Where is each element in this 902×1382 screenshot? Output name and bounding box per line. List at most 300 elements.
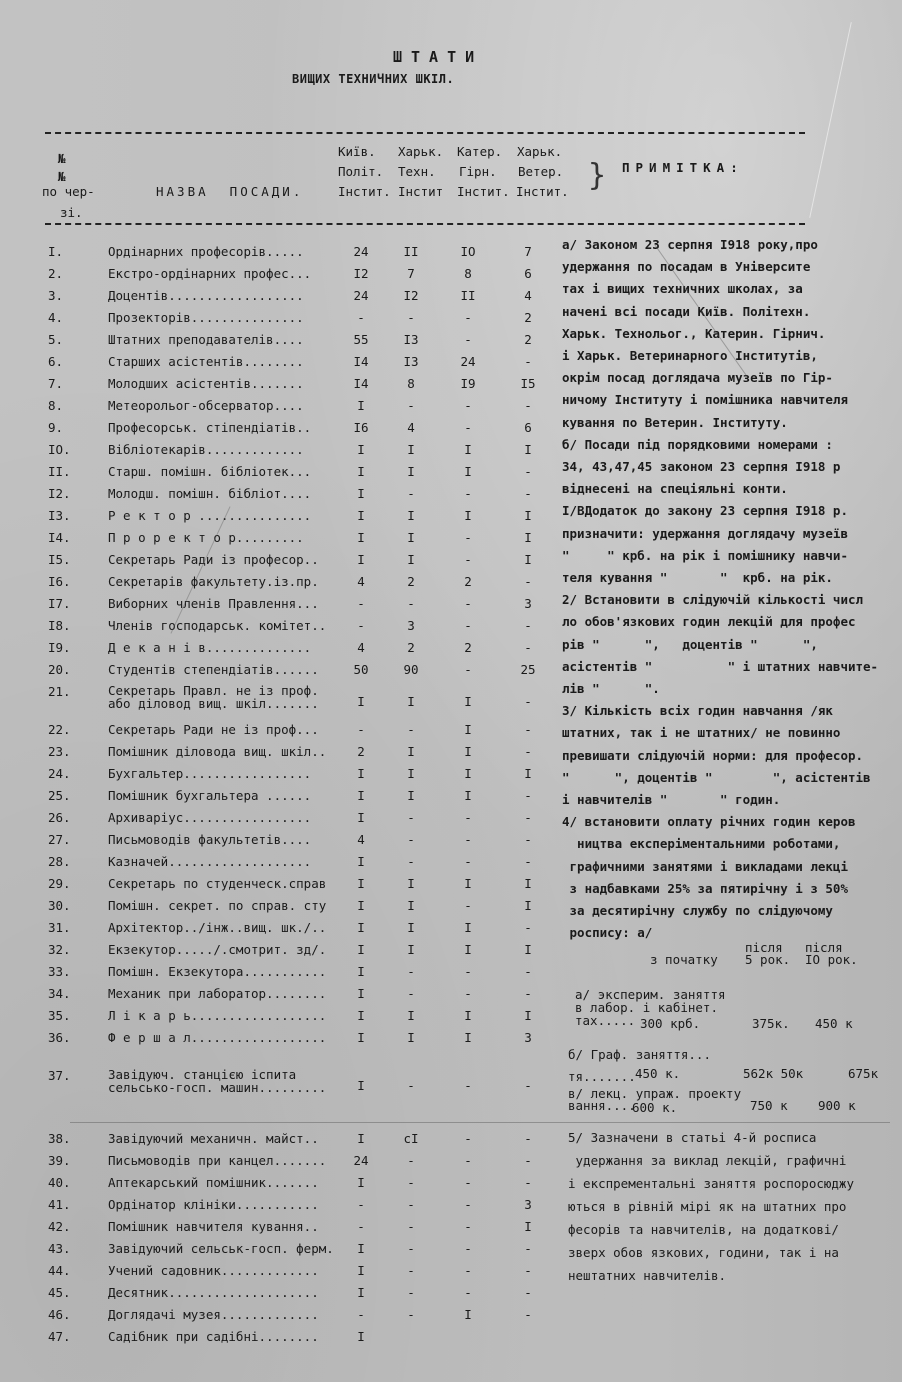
note-line: Харьк. Технольог., Катерин. Гірнич. xyxy=(562,325,826,341)
note-line: б/ Посади під порядковими номерами : xyxy=(562,436,833,452)
cell-katerin-mining: - xyxy=(464,398,472,413)
note-line: і навчителів " " годин. xyxy=(562,792,781,808)
row-number: 9. xyxy=(48,420,64,435)
cell-kyiv-polytech: I4 xyxy=(353,376,369,391)
cell-kharkiv-vet: 2 xyxy=(524,310,532,325)
header-bottom-rule xyxy=(45,223,805,225)
cell-kharkiv-tech: - xyxy=(407,1285,415,1300)
cell-kharkiv-vet: - xyxy=(524,1078,532,1093)
cell-katerin-mining: I xyxy=(464,920,472,935)
row-number: I4. xyxy=(48,530,71,545)
cell-kharkiv-tech: - xyxy=(407,810,415,825)
cell-kharkiv-tech: 3 xyxy=(407,618,415,633)
header-col-kharkiv-tech-line1: Харьк. xyxy=(398,144,444,159)
section-divider xyxy=(70,1122,890,1123)
cell-kyiv-polytech: I xyxy=(357,694,365,709)
pay-value: 600 к. xyxy=(632,1100,678,1115)
cell-kharkiv-tech: I xyxy=(407,942,415,957)
cell-katerin-mining: 8 xyxy=(464,266,472,281)
row-number: 35. xyxy=(48,1008,71,1023)
cell-kharkiv-tech: - xyxy=(407,596,415,611)
row-position-name: Екстро-ордінарних профес... xyxy=(108,266,312,281)
cell-kyiv-polytech: I xyxy=(357,964,365,979)
cell-kharkiv-vet: I xyxy=(524,508,532,523)
row-position-name: Помішник навчителя кування.. xyxy=(108,1219,319,1234)
row-number: 26. xyxy=(48,810,71,825)
cell-katerin-mining: I xyxy=(464,1307,472,1322)
cell-katerin-mining: - xyxy=(464,1263,472,1278)
cell-kharkiv-vet: I xyxy=(524,1008,532,1023)
row-position-name: П р о р е к т о р......... xyxy=(108,530,304,545)
pay-value: 450 к. xyxy=(635,1066,681,1081)
row-number: 21. xyxy=(48,684,71,699)
note-line: " ", доцентів " ", асістентів xyxy=(562,769,871,785)
note-line: штатних, так і не штатних/ не повинно xyxy=(562,725,841,741)
cell-kharkiv-vet: - xyxy=(524,920,532,935)
cell-katerin-mining: I xyxy=(464,508,472,523)
pay-value: 300 крб. xyxy=(640,1016,701,1031)
header-number-label: по чер- xyxy=(42,184,95,199)
row-number: 8. xyxy=(48,398,64,413)
header-col-katerin-line2: Гірн. xyxy=(459,164,497,179)
cell-kharkiv-vet: - xyxy=(524,464,532,479)
note-line: превишати слідуючій норми: для професор. xyxy=(562,747,864,763)
row-position-name: Секретарь Правл. не із проф. або діловод вищ. шкіл....... xyxy=(108,684,319,710)
cell-kyiv-polytech: I xyxy=(357,1078,365,1093)
cell-kharkiv-tech: - xyxy=(407,1241,415,1256)
cell-katerin-mining: - xyxy=(464,310,472,325)
cell-kharkiv-vet: - xyxy=(524,486,532,501)
row-number: 5. xyxy=(48,332,64,347)
cell-katerin-mining: - xyxy=(464,1131,472,1146)
notes-block-main xyxy=(562,234,902,945)
cell-kharkiv-tech: cI xyxy=(403,1131,419,1146)
cell-kharkiv-tech: - xyxy=(407,1263,415,1278)
row-position-name: Секретарь Ради не із проф... xyxy=(108,722,319,737)
row-position-name: Завідуючий механичн. майст.. xyxy=(108,1131,319,1146)
cell-kharkiv-vet: 3 xyxy=(524,596,532,611)
cell-kharkiv-tech: 2 xyxy=(407,574,415,589)
table-row xyxy=(0,986,902,1008)
cell-kharkiv-vet: 3 xyxy=(524,1197,532,1212)
cell-kharkiv-tech: - xyxy=(407,398,415,413)
header-col-kharkiv-vet-line3: Інстит. xyxy=(516,184,569,199)
cell-kharkiv-vet: I xyxy=(524,766,532,781)
header-col-kyiv-line3: Інстит. xyxy=(338,184,391,199)
table-row xyxy=(0,1285,902,1307)
row-number: 27. xyxy=(48,832,71,847)
header-col-kyiv-line2: Політ. xyxy=(338,164,384,179)
row-number: 38. xyxy=(48,1131,71,1146)
cell-kharkiv-vet: I xyxy=(524,1219,532,1234)
cell-katerin-mining: IO xyxy=(460,244,476,259)
cell-kharkiv-vet: I xyxy=(524,942,532,957)
row-position-name: Завідуючий сельськ-госп. ферм. xyxy=(108,1241,334,1256)
note-line: 4/ встановити оплату річних годин керов xyxy=(562,814,856,830)
header-position-label: НАЗВА ПОСАДИ. xyxy=(156,184,304,199)
cell-kharkiv-tech: I xyxy=(407,1030,415,1045)
cell-kyiv-polytech: I xyxy=(357,508,365,523)
cell-katerin-mining: - xyxy=(464,1153,472,1168)
cell-katerin-mining: 2 xyxy=(464,640,472,655)
cell-kyiv-polytech: 4 xyxy=(357,832,365,847)
note-line: роспису: а/ xyxy=(562,925,653,941)
row-number: 47. xyxy=(48,1329,71,1344)
cell-kharkiv-tech: - xyxy=(407,1078,415,1093)
cell-kharkiv-tech: I xyxy=(407,464,415,479)
row-position-name: Студентів степендіатів...... xyxy=(108,662,319,677)
table-row xyxy=(0,1307,902,1329)
cell-kharkiv-tech: I xyxy=(407,530,415,545)
cell-kyiv-polytech: I xyxy=(357,788,365,803)
row-number: 46. xyxy=(48,1307,71,1322)
cell-katerin-mining: I xyxy=(464,788,472,803)
row-number: II. xyxy=(48,464,71,479)
cell-kharkiv-tech: 2 xyxy=(407,640,415,655)
pay-row-label: в/ лекц. упраж. проекту вання.... xyxy=(568,1086,742,1113)
cell-kharkiv-vet: I xyxy=(524,442,532,457)
row-number: 39. xyxy=(48,1153,71,1168)
pay-row-label: б/ Граф. заняття... тя....... xyxy=(568,1047,711,1084)
pay-value: 450 к xyxy=(815,1016,853,1031)
cell-kharkiv-tech: II xyxy=(403,244,419,259)
cell-kharkiv-vet: - xyxy=(524,964,532,979)
row-position-name: Помішн. секрет. по справ. сту xyxy=(108,898,327,913)
row-number: 31. xyxy=(48,920,71,935)
row-number: 4. xyxy=(48,310,64,325)
row-number: 29. xyxy=(48,876,71,891)
row-number: I6. xyxy=(48,574,71,589)
cell-katerin-mining: I xyxy=(464,766,472,781)
cell-kharkiv-tech: I3 xyxy=(403,354,419,369)
cell-kharkiv-tech: 8 xyxy=(407,376,415,391)
row-number: 44. xyxy=(48,1263,71,1278)
cell-kharkiv-tech: - xyxy=(407,310,415,325)
cell-kharkiv-vet: - xyxy=(524,640,532,655)
cell-kyiv-polytech: 4 xyxy=(357,574,365,589)
cell-kharkiv-tech: I xyxy=(407,766,415,781)
row-number: 20. xyxy=(48,662,71,677)
cell-kharkiv-vet: - xyxy=(524,354,532,369)
note-line: ються в рівній мірі як на штатних про xyxy=(568,1199,847,1214)
cell-kharkiv-vet: - xyxy=(524,832,532,847)
note-line: зверх обов язкових, години, так і на xyxy=(568,1245,839,1260)
cell-kharkiv-vet: - xyxy=(524,1131,532,1146)
cell-kharkiv-tech: I xyxy=(407,694,415,709)
cell-kyiv-polytech: I xyxy=(357,442,365,457)
row-number: I9. xyxy=(48,640,71,655)
cell-kharkiv-vet: - xyxy=(524,398,532,413)
row-position-name: Ф е р ш а л.................. xyxy=(108,1030,327,1045)
cell-kyiv-polytech: I4 xyxy=(353,354,369,369)
cell-katerin-mining: II xyxy=(460,288,476,303)
cell-kyiv-polytech: - xyxy=(357,722,365,737)
cell-kyiv-polytech: I xyxy=(357,986,365,1001)
note-line: 3/ Кількість всіх годин навчання /як xyxy=(562,703,833,719)
row-number: 41. xyxy=(48,1197,71,1212)
row-position-name: Бухгальтер................. xyxy=(108,766,312,781)
cell-katerin-mining: - xyxy=(464,420,472,435)
cell-kyiv-polytech: I xyxy=(357,486,365,501)
cell-kyiv-polytech: 24 xyxy=(353,288,369,303)
row-position-name: Р е к т о р ............... xyxy=(108,508,312,523)
cell-kharkiv-vet: - xyxy=(524,1307,532,1322)
cell-kyiv-polytech: I xyxy=(357,898,365,913)
cell-katerin-mining: - xyxy=(464,832,472,847)
note-line: тах і вищих техничних школах, за xyxy=(562,281,803,297)
cell-kharkiv-vet: - xyxy=(524,854,532,869)
cell-kharkiv-tech: - xyxy=(407,964,415,979)
cell-katerin-mining: - xyxy=(464,530,472,545)
row-number: I7. xyxy=(48,596,71,611)
note-line: асістентів " " і штатних навчите- xyxy=(562,658,879,674)
cell-katerin-mining: - xyxy=(464,854,472,869)
cell-katerin-mining: I9 xyxy=(460,376,476,391)
cell-kharkiv-vet: - xyxy=(524,986,532,1001)
cell-kharkiv-tech: - xyxy=(407,854,415,869)
row-position-name: Вібліотекарів............. xyxy=(108,442,304,457)
header-number-label: зі. xyxy=(60,205,83,220)
cell-kharkiv-vet: I xyxy=(524,876,532,891)
cell-kharkiv-vet: - xyxy=(524,1263,532,1278)
cell-kyiv-polytech: I xyxy=(357,1008,365,1023)
cell-kharkiv-tech: - xyxy=(407,1219,415,1234)
row-number: 32. xyxy=(48,942,71,957)
pay-col-header-start: з початку xyxy=(650,952,718,967)
cell-kharkiv-vet: I5 xyxy=(520,376,536,391)
note-line: удержання за виклад лекцій, графичні xyxy=(568,1153,847,1168)
row-position-name: Помішн. Екзекутора........... xyxy=(108,964,327,979)
row-number: 28. xyxy=(48,854,71,869)
row-position-name: Прозекторів............... xyxy=(108,310,304,325)
row-position-name: Секретарів факультету.із.пр. xyxy=(108,574,319,589)
row-number: I8. xyxy=(48,618,71,633)
cell-kharkiv-tech: I xyxy=(407,1008,415,1023)
row-position-name: Учений садовник............. xyxy=(108,1263,319,1278)
row-position-name: Аптекарський помішник....... xyxy=(108,1175,319,1190)
pay-col-header-10yr: після IO рок. xyxy=(805,940,858,967)
header-col-kharkiv-tech-line2: Техн. xyxy=(398,164,436,179)
cell-kharkiv-tech: I xyxy=(407,788,415,803)
note-line: лів " ". xyxy=(562,681,660,697)
row-position-name: Старш. помішн. бібліотек... xyxy=(108,464,312,479)
row-position-name: Помішник бухгальтера ...... xyxy=(108,788,312,803)
cell-katerin-mining: I xyxy=(464,942,472,957)
cell-katerin-mining: - xyxy=(464,618,472,633)
cell-kharkiv-tech: - xyxy=(407,1307,415,1322)
cell-katerin-mining: - xyxy=(464,1197,472,1212)
cell-katerin-mining: I xyxy=(464,744,472,759)
row-number: 7. xyxy=(48,376,64,391)
document-title: ШТАТИ xyxy=(393,48,484,66)
row-number: I. xyxy=(48,244,64,259)
cell-katerin-mining: - xyxy=(464,898,472,913)
cell-kyiv-polytech: I xyxy=(357,766,365,781)
note-line: начені всі посади Київ. Політехн. xyxy=(562,303,811,319)
cell-kharkiv-tech: I xyxy=(407,552,415,567)
header-number-label: № xyxy=(58,151,66,166)
cell-katerin-mining: - xyxy=(464,1078,472,1093)
row-position-name: Екзекутор...../.смотрит. зд/. xyxy=(108,942,327,957)
row-position-name: Десятник.................... xyxy=(108,1285,319,1300)
cell-kyiv-polytech: I2 xyxy=(353,266,369,281)
cell-kharkiv-vet: - xyxy=(524,694,532,709)
paper-scratch xyxy=(809,22,852,218)
note-line: окрім посад доглядача музеїв по Гір- xyxy=(562,370,833,386)
row-number: 30. xyxy=(48,898,71,913)
header-col-katerin-line1: Катер. xyxy=(457,144,503,159)
cell-kyiv-polytech: I xyxy=(357,1329,365,1344)
row-position-name: Секретарь Ради із професор.. xyxy=(108,552,319,567)
cell-kyiv-polytech: - xyxy=(357,596,365,611)
row-position-name: Молодших асістентів....... xyxy=(108,376,304,391)
note-line: а/ Законом 23 серпня I918 року,про xyxy=(562,237,818,252)
row-position-name: Виборних членів Правлення... xyxy=(108,596,319,611)
row-number: 2. xyxy=(48,266,64,281)
cell-kharkiv-tech: I xyxy=(407,876,415,891)
cell-kharkiv-vet: I xyxy=(524,552,532,567)
cell-katerin-mining: - xyxy=(464,1285,472,1300)
cell-kharkiv-tech: I xyxy=(407,898,415,913)
cell-katerin-mining: - xyxy=(464,552,472,567)
note-line: за десятирічну службу по слідуючому xyxy=(562,903,833,919)
note-line: графичними занятями і викладами лекці xyxy=(562,858,848,874)
cell-katerin-mining: 2 xyxy=(464,574,472,589)
cell-katerin-mining: - xyxy=(464,1241,472,1256)
header-col-kharkiv-vet-line2: Ветер. xyxy=(518,164,564,179)
cell-katerin-mining: I xyxy=(464,694,472,709)
cell-kyiv-polytech: - xyxy=(357,1307,365,1322)
note-line: фесорів та навчителів, на додаткові/ xyxy=(568,1222,839,1237)
cell-kyiv-polytech: I xyxy=(357,1030,365,1045)
row-position-name: Ордінатор клініки........... xyxy=(108,1197,319,1212)
notes-block-5 xyxy=(568,1126,898,1287)
row-position-name: Д е к а н і в.............. xyxy=(108,640,312,655)
cell-kharkiv-tech: I xyxy=(407,744,415,759)
cell-kyiv-polytech: 24 xyxy=(353,1153,369,1168)
cell-kharkiv-vet: 2 xyxy=(524,332,532,347)
note-line: 5/ Зазначени в статьі 4-й роспиcа xyxy=(568,1130,817,1145)
note-line: і Харьк. Ветеринарного Інститутів, xyxy=(562,348,818,364)
note-line: ничому Інституту і помішника навчителя xyxy=(562,392,848,408)
cell-kyiv-polytech: 4 xyxy=(357,640,365,655)
row-number: 36. xyxy=(48,1030,71,1045)
cell-katerin-mining: I xyxy=(464,1008,472,1023)
header-col-kharkiv-vet-line1: Харьк. xyxy=(517,144,563,159)
row-number: I5. xyxy=(48,552,71,567)
row-position-name: Секретарь по студенческ.справ xyxy=(108,876,327,891)
cell-katerin-mining: I xyxy=(464,442,472,457)
note-line: " " крб. на рік і помішнику навчи- xyxy=(562,547,848,563)
cell-kharkiv-vet: 4 xyxy=(524,288,532,303)
cell-kyiv-polytech: I xyxy=(357,942,365,957)
cell-kharkiv-vet: - xyxy=(524,788,532,803)
note-line: призначити: удержання доглядачу музеїв xyxy=(562,525,848,541)
row-number: 25. xyxy=(48,788,71,803)
cell-kharkiv-vet: I xyxy=(524,530,532,545)
cell-katerin-mining: - xyxy=(464,486,472,501)
cell-katerin-mining: - xyxy=(464,810,472,825)
cell-kharkiv-tech: - xyxy=(407,1153,415,1168)
cell-katerin-mining: I xyxy=(464,722,472,737)
row-position-name: Помішник діловода вищ. шкіл.. xyxy=(108,744,327,759)
cell-kyiv-polytech: I xyxy=(357,1263,365,1278)
cell-kyiv-polytech: 50 xyxy=(353,662,369,677)
cell-kharkiv-vet: - xyxy=(524,1285,532,1300)
cell-katerin-mining: - xyxy=(464,1175,472,1190)
cell-kharkiv-tech: - xyxy=(407,1175,415,1190)
cell-katerin-mining: - xyxy=(464,332,472,347)
note-line: кування по Ветерин. Інституту. xyxy=(562,414,788,430)
pay-value: 562к 50к xyxy=(743,1066,804,1081)
row-position-name: Механик при лаборатор........ xyxy=(108,986,327,1001)
header-top-rule xyxy=(45,132,805,134)
cell-kharkiv-vet: - xyxy=(524,810,532,825)
row-position-name: Архиваріус................. xyxy=(108,810,312,825)
row-number: 45. xyxy=(48,1285,71,1300)
cell-kharkiv-tech: I xyxy=(407,508,415,523)
table-row xyxy=(0,1329,902,1351)
row-number: 42. xyxy=(48,1219,71,1234)
row-position-name: Письмоводів факультетів.... xyxy=(108,832,312,847)
cell-kharkiv-vet: - xyxy=(524,1175,532,1190)
cell-kharkiv-tech: 90 xyxy=(403,662,419,677)
row-number: IO. xyxy=(48,442,71,457)
note-line: нештатних навчителів. xyxy=(568,1268,727,1283)
cell-kharkiv-vet: I xyxy=(524,898,532,913)
note-line: I/ВДодаток до закону 23 серпня I918 р. xyxy=(562,503,848,519)
cell-kharkiv-tech: - xyxy=(407,832,415,847)
cell-kharkiv-vet: 6 xyxy=(524,420,532,435)
cell-kharkiv-tech: - xyxy=(407,986,415,1001)
cell-katerin-mining: I xyxy=(464,464,472,479)
header-col-kyiv-line1: Київ. xyxy=(338,144,376,159)
header-number-label: № xyxy=(58,169,66,184)
row-number: 43. xyxy=(48,1241,71,1256)
cell-kharkiv-tech: - xyxy=(407,486,415,501)
cell-kharkiv-vet: 7 xyxy=(524,244,532,259)
cell-kyiv-polytech: I xyxy=(357,1285,365,1300)
header-brace: } xyxy=(588,158,607,193)
cell-kharkiv-tech: I xyxy=(407,920,415,935)
cell-kyiv-polytech: I xyxy=(357,552,365,567)
row-position-name: Письмоводів при канцел....... xyxy=(108,1153,327,1168)
pay-row-label: а/ эксперим. заняття в лабор. і кабінет. тах..... xyxy=(575,987,726,1028)
cell-kyiv-polytech: I xyxy=(357,1241,365,1256)
row-position-name: Доцентів.................. xyxy=(108,288,304,303)
cell-katerin-mining: I xyxy=(464,876,472,891)
header-col-katerin-line3: Інстит. xyxy=(457,184,510,199)
cell-kyiv-polytech: - xyxy=(357,618,365,633)
cell-kyiv-polytech: I xyxy=(357,1131,365,1146)
cell-kyiv-polytech: I6 xyxy=(353,420,369,435)
cell-kyiv-polytech: I xyxy=(357,530,365,545)
cell-kyiv-polytech: I xyxy=(357,1175,365,1190)
cell-kyiv-polytech: I xyxy=(357,876,365,891)
cell-kharkiv-vet: - xyxy=(524,574,532,589)
row-number: 6. xyxy=(48,354,64,369)
cell-kyiv-polytech: 55 xyxy=(353,332,369,347)
cell-kharkiv-tech: - xyxy=(407,1197,415,1212)
row-position-name: Архітектор../інж..вищ. шк./.. xyxy=(108,920,327,935)
cell-kharkiv-vet: - xyxy=(524,1241,532,1256)
row-position-name: Старших асістентів........ xyxy=(108,354,304,369)
header-col-kharkiv-tech-line3: Інстит xyxy=(398,184,444,199)
cell-katerin-mining: - xyxy=(464,1219,472,1234)
row-number: 33. xyxy=(48,964,71,979)
note-line: віднесені на спеціяльні конти. xyxy=(562,481,788,497)
note-line: ництва експеріментальними роботами, xyxy=(562,836,841,852)
